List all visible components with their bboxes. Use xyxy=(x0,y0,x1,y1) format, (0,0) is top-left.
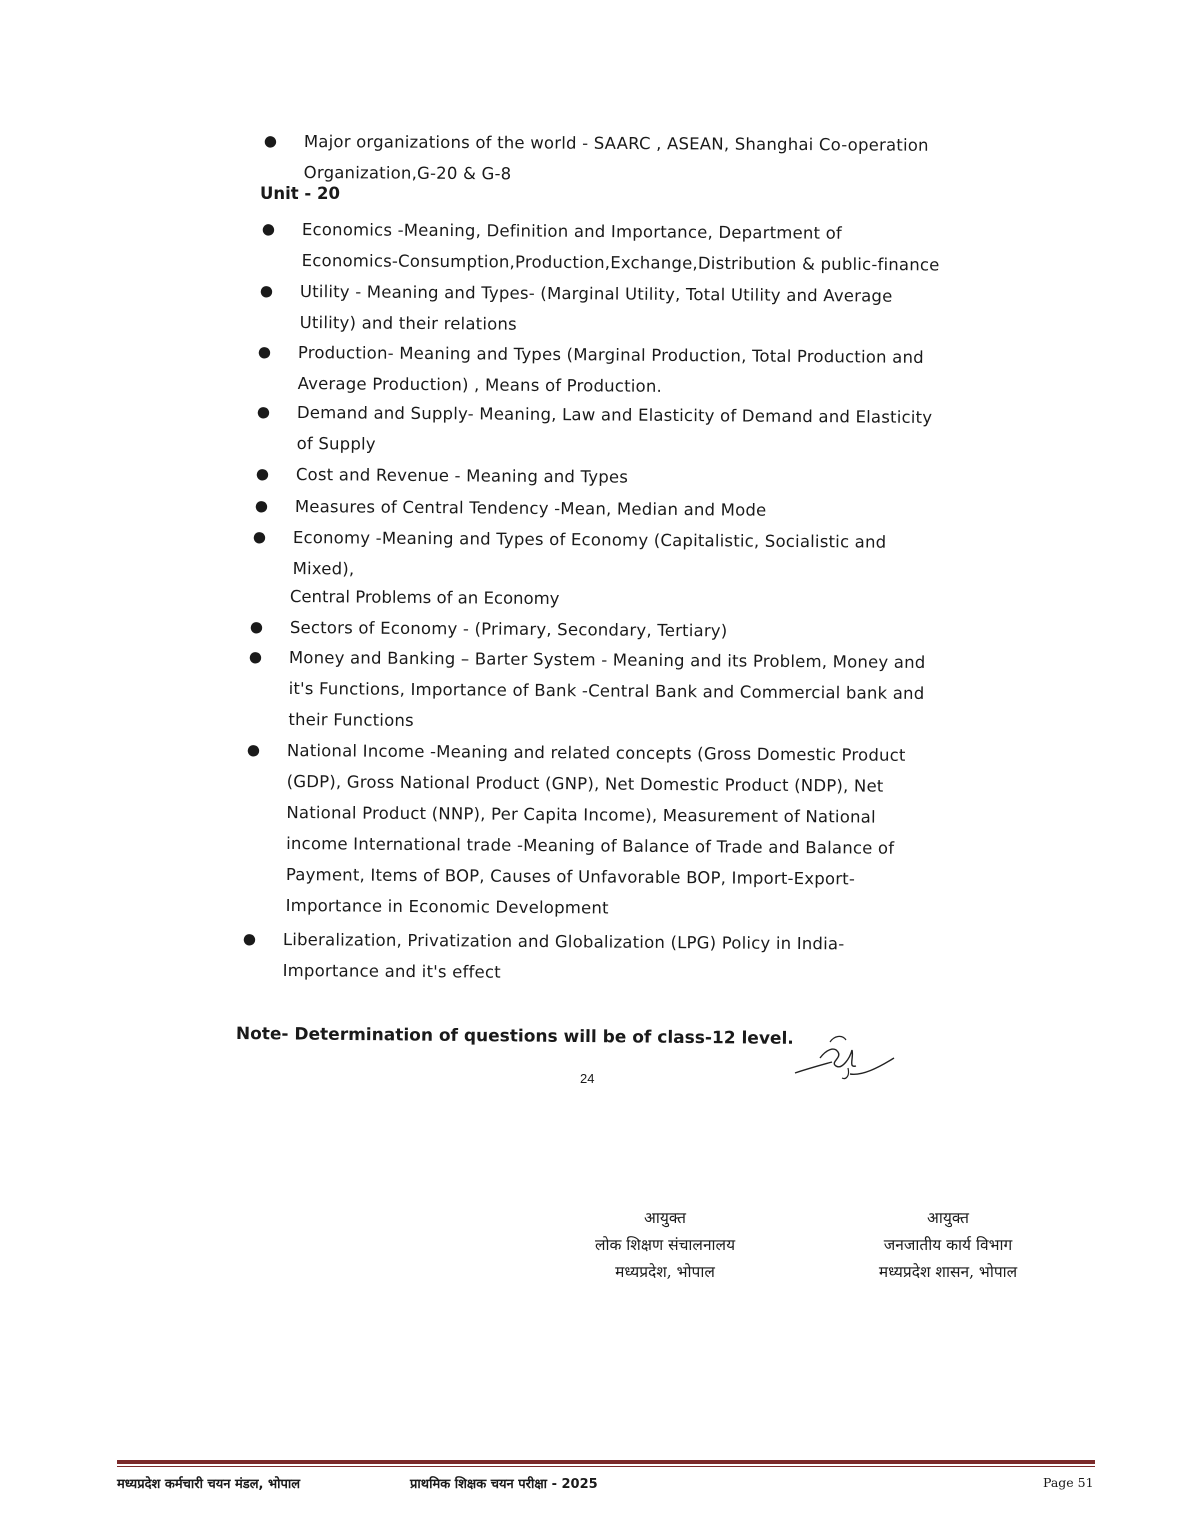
bullet-icon: ● xyxy=(242,929,257,948)
signature-icon xyxy=(790,1028,900,1088)
list-item: ● Measures of Central Tendency -Mean, Median and Mode xyxy=(295,491,767,526)
list-item: ● Liberalization, Privatization and Globalization (LPG) Policy in India- Importance and it's effect xyxy=(283,924,845,990)
list-item: ● National Income -Meaning and related concepts (Gross Domestic Product (GDP), Gross National Product (GNP), Net Domestic Product (NDP), Net National Product (NNP), Per Capita Income), Measurement of National income International trade -Meaning of Balance of Trade and Balance of Payment, Items of BOP, Causes of Unfavorable BOP, Import-Export- Importance in Economic Development xyxy=(286,735,906,926)
list-item: ● Demand and Supply- Meaning, Law and Elasticity of Demand and Elasticity of Supply xyxy=(297,397,933,464)
list-continuation: Central Problems of an Economy xyxy=(289,587,560,609)
bullet-icon: ● xyxy=(259,281,274,300)
bullet-icon: ● xyxy=(252,527,267,546)
bullet-icon: ● xyxy=(256,402,271,421)
list-item: ● Major organizations of the world - SAARC , ASEAN, Shanghai Co-operation Organization,G-20 & G-8 xyxy=(304,126,929,192)
list-item: ● Economy -Meaning and Types of Economy (Capitalistic, Socialistic and Mixed), xyxy=(293,522,887,589)
bullet-icon: ● xyxy=(248,647,263,666)
inner-page-number: 24 xyxy=(580,1071,595,1086)
note-text: Note- Determination of questions will be of class-12 level. xyxy=(235,1024,794,1049)
bullet-icon: ● xyxy=(246,740,261,759)
bullet-icon: ● xyxy=(254,496,269,515)
list-item: ● Utility - Meaning and Types- (Marginal Utility, Total Utility and Average Utility) and their relations xyxy=(300,276,893,343)
list-item: ● Money and Banking – Barter System - Meaning and its Problem, Money and it's Functions, Importance of Bank -Central Bank and Commercial bank and their Functions xyxy=(288,642,925,740)
footer-page-number: Page 51 xyxy=(1043,1475,1094,1490)
footer-organization: मध्यप्रदेश कर्मचारी चयन मंडल, भोपाल xyxy=(117,1477,301,1492)
bullet-icon: ● xyxy=(261,219,276,238)
list-item: ● Economics -Meaning, Definition and Importance, Department of Economics-Consumption,Production,Exchange,Distribution & public-finance xyxy=(302,214,940,280)
unit-heading: Unit - 20 xyxy=(260,184,340,203)
bullet-icon: ● xyxy=(249,617,264,636)
list-item: ● Cost and Revenue - Meaning and Types xyxy=(296,459,628,493)
footer-exam-title: प्राथमिक शिक्षक चयन परीक्षा - 2025 xyxy=(410,1477,598,1492)
signatory-block-2: आयुक्त जनजातीय कार्य विभाग मध्यप्रदेश शासन, भोपाल xyxy=(878,1209,1018,1281)
signatory-block-1: आयुक्त लोक शिक्षण संचालनालय मध्यप्रदेश, भोपाल xyxy=(594,1209,736,1281)
list-item: ● Production- Meaning and Types (Marginal Production, Total Production and Average Production) , Means of Production. xyxy=(298,337,924,404)
bullet-icon: ● xyxy=(255,464,270,483)
footer-divider xyxy=(117,1460,1095,1464)
list-item: ● Sectors of Economy - (Primary, Secondary, Tertiary) xyxy=(290,612,728,646)
bullet-icon: ● xyxy=(257,342,272,361)
footer-divider-thin xyxy=(117,1466,1095,1467)
bullet-icon: ● xyxy=(263,131,278,150)
